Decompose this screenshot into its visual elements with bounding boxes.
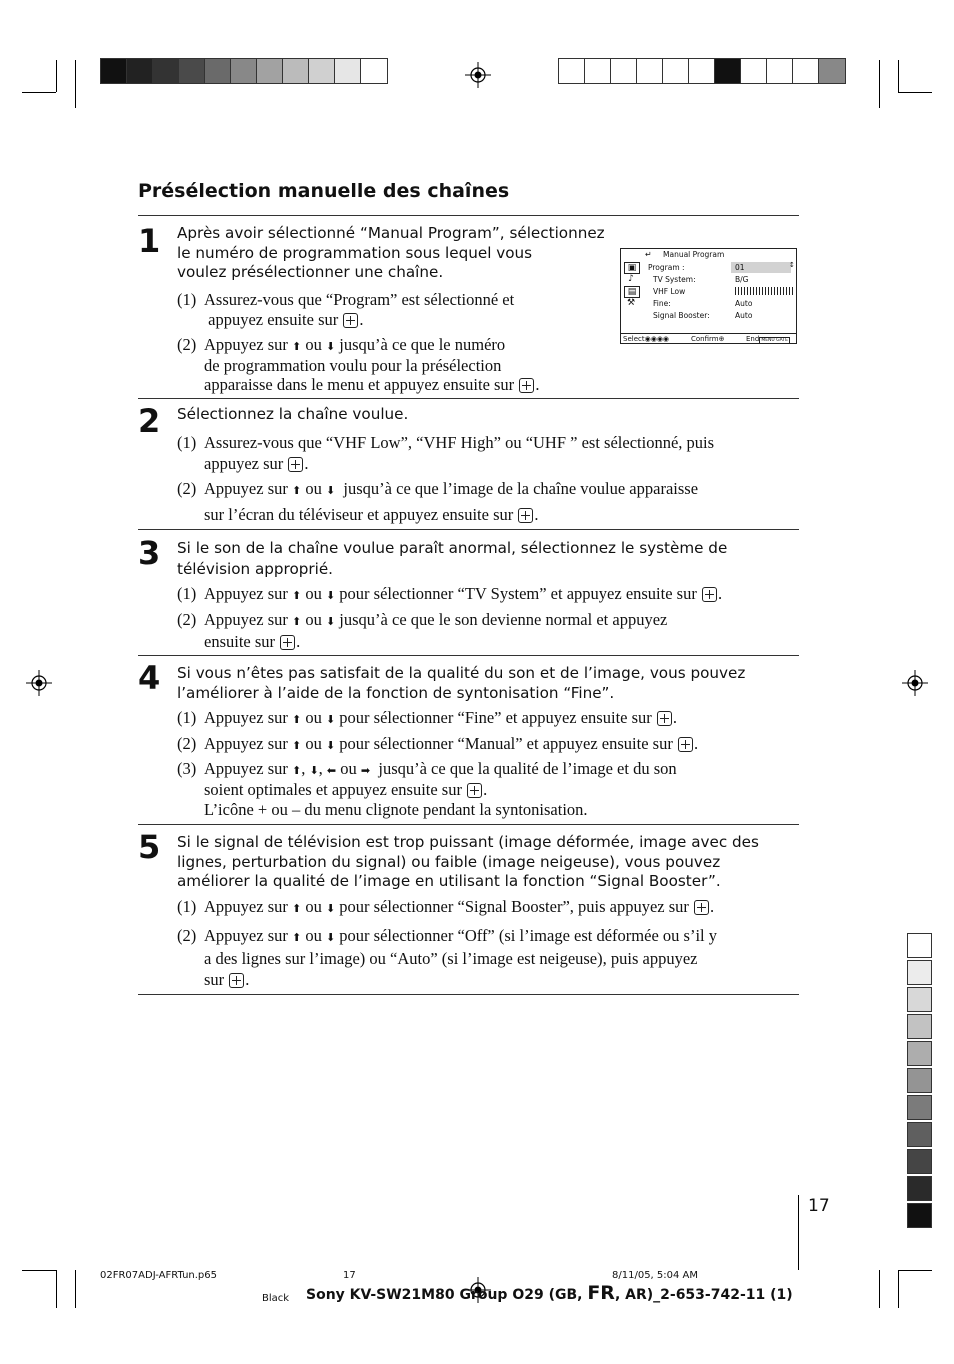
text-line: pour sélectionner “Signal Booster”, puis appuyez sur [339,897,689,916]
picture-icon: ▣ [624,262,640,274]
text-line: lignes, perturbation du signal) ou faible (image neigeuse), vous pouvez [177,852,721,871]
ok-button-icon [678,737,693,752]
ok-button-icon [694,900,709,915]
arrow-down-icon: ⬇ [325,713,336,726]
arrow-up-icon: ⬆ [291,615,302,628]
channel-icon: ▤ [624,286,640,298]
arrow-down-icon: ⬇ [325,931,336,944]
text-line: Appuyez sur [204,926,288,945]
footer-model-text: Sony KV-SW21M80 Group O29 (GB, [306,1287,583,1303]
arrow-down-icon: ⬇ [309,764,319,777]
step-intro [177,538,727,580]
footer-label: End [746,335,760,343]
footer-page: 17 [343,1270,356,1281]
text-line: pour sélectionner “Manual” et appuyez ensuite sur [339,734,673,753]
menu-gate-badge: MENU GATE [761,338,788,343]
step-substep: (2) Appuyez sur ⬆ ou ⬇ pour sélectionner “Manual” et appuyez ensuite sur . [177,734,699,753]
ok-button-icon [657,711,672,726]
ok-button-icon [343,313,358,328]
step-number: 4 [138,659,161,697]
text-line: jusqu’à ce que l’image de la chaîne voulue apparaisse [343,479,699,498]
tv-menu-row-label: Program : [648,263,685,272]
color-swatch-bar-left [100,58,388,84]
step-number: 1 [138,222,161,260]
tv-menu-row-label: VHF Low [653,287,686,296]
arrow-down-icon: ⬇ [325,340,336,353]
step-intro [177,405,408,425]
footer-model [306,1282,793,1304]
substep-number: (1) [177,897,197,916]
wrench-icon: ⚒ [626,298,636,308]
step-intro [177,664,745,703]
text-line: ou [305,926,322,945]
text-line: télévision approprié. [177,560,334,578]
tv-menu-row-value: Auto [735,299,753,308]
arrow-down-icon: ⬇ [325,589,336,602]
arrow-up-icon: ⬆ [291,340,302,353]
text-line: jusqu’à ce que la qualité de l’image et du son [378,759,677,778]
text-line: ou [305,479,322,498]
arrow-up-icon: ⬆ [291,739,302,752]
text-line: Appuyez sur [204,708,288,727]
step-substep: (3) Appuyez sur ⬆, ⬇, ⬅ ou ➡ jusqu’à ce que la qualité de l’image et du son soient optimales et appuyez ensuite sur . L’icône + ou – du menu clignote pendant la syntonisation. [177,759,677,819]
page-number: 17 [808,1196,830,1216]
text-line: Après avoir sélectionné “Manual Program”, sélectionnez [177,224,605,242]
step-substep: (2) Appuyez sur ⬆ ou ⬇ jusqu’à ce que le numéro de programmation voulu pour la présélection apparaisse dans le menu et appuyez ensuite sur . [177,335,540,394]
text-line: ou [305,897,322,916]
text-line: jusqu’à ce que le son devienne normal et appuyez [339,610,668,629]
text-line: jusqu’à ce que le numéro [339,335,506,354]
footer-date: 8/11/05, 5:04 AM [612,1270,699,1281]
step-substep: (1) Assurez-vous que “VHF Low”, “VHF High” ou “UHF ” est sélectionné, puis appuyez sur . [177,433,715,473]
text-line: pour sélectionner “Fine” et appuyez ensuite sur [339,708,652,727]
footer-color: Black [262,1293,290,1304]
arrow-left-icon: ⬅ [326,764,337,777]
text-line: voulez présélectionner une chaîne. [177,263,444,281]
divider [138,655,799,656]
text-line: Assurez-vous que “Program” est sélectionné et [204,290,515,309]
divider [138,215,799,216]
tv-menu-row-label: Fine: [653,299,671,308]
nav-arrows-icon: ◉◉◉◉ [644,335,670,343]
footer-model-text: , AR)_2-653-742-11 (1) [614,1287,793,1303]
tv-menu-row-value: B/G [735,275,749,284]
registration-mark-icon [465,62,491,88]
tuning-scale [735,287,793,295]
arrow-up-icon: ⬆ [291,713,302,726]
tv-menu-row-label: TV System: [653,275,696,284]
arrow-up-icon: ⬆ [291,931,302,944]
text-line: ou [340,759,357,778]
text-line: Assurez-vous que “VHF Low”, “VHF High” ou “UHF ” est sélectionné, puis [204,433,715,452]
text-line: sur [204,970,225,989]
substep-number: (2) [177,610,197,629]
ok-button-icon [280,635,295,650]
text-line: améliorer la qualité de l’image en utilisant la fonction “Signal Booster”. [177,872,721,890]
ok-icon: ⊕ [718,335,725,343]
registration-mark-icon [26,670,52,696]
tv-menu-footer-select [623,335,669,343]
step-substep: (1) Assurez-vous que “Program” est sélectionné et appuyez ensuite sur . [177,290,515,329]
substep-number: (1) [177,290,197,309]
tv-menu-screen [620,248,797,344]
text-line: Appuyez sur [204,897,288,916]
step-number: 2 [138,402,161,440]
return-icon: ↵ [645,250,652,259]
step-intro [177,833,759,892]
step-number: 3 [138,534,161,572]
substep-number: (2) [177,926,197,945]
text-line: apparaisse dans le menu et appuyez ensuite sur [204,375,515,394]
ok-button-icon [229,973,244,988]
substep-number: (2) [177,335,197,354]
footer-label: Confirm [691,335,719,343]
tv-menu-footer-end [746,335,790,343]
text-line: sur l’écran du téléviseur et appuyez ensuite sur [204,505,514,524]
text-line: ou [305,335,322,354]
text-line: Appuyez sur [204,584,288,603]
text-line: Appuyez sur [204,610,288,629]
step-substep: (1) Appuyez sur ⬆ ou ⬇ pour sélectionner “Signal Booster”, puis appuyez sur . [177,897,715,916]
divider [138,529,799,530]
text-line: de programmation voulu pour la présélection [204,356,502,375]
text-line: Appuyez sur [204,479,288,498]
text-line: Si le son de la chaîne voulue paraît anormal, sélectionnez le système de [177,539,728,557]
ok-button-icon [288,457,303,472]
substep-number: (3) [177,759,197,778]
text-line: le numéro de programmation sous lequel vous [177,243,533,262]
arrow-up-icon: ⬆ [291,764,302,777]
text-line: pour sélectionner “TV System” et appuyez ensuite sur [339,584,697,603]
text-line: L’icône + ou – du menu clignote pendant la syntonisation. [204,800,588,819]
substep-number: (2) [177,734,197,753]
step-substep: (2) Appuyez sur ⬆ ou ⬇ pour sélectionner “Off” (si l’image est déformée ou s’il y a des lignes sur l’image) ou “Auto” (si l’image est neigeuse), puis appuyez sur . [177,926,717,989]
footer-language: FR [587,1282,615,1304]
text-line: Appuyez sur [204,759,288,778]
text-line: a des lignes sur l’image) ou “Auto” (si l’image est neigeuse), puis appuyez [204,949,698,968]
tv-menu-footer-confirm [691,335,724,343]
arrow-down-icon: ⬇ [325,902,336,915]
arrow-down-icon: ⬇ [325,615,336,628]
substep-number: (1) [177,433,197,452]
page-title: Présélection manuelle des chaînes [138,180,510,202]
step-intro [177,224,605,283]
text-line: ou [305,734,322,753]
ok-button-icon [519,378,534,393]
arrow-up-icon: ⬆ [291,484,302,497]
text-line: ou [305,708,322,727]
arrow-up-icon: ⬆ [291,589,302,602]
arrow-down-icon: ⬇ [325,484,336,497]
step-substep: (1) Appuyez sur ⬆ ou ⬇ pour sélectionner “TV System” et appuyez ensuite sur . [177,584,723,603]
tv-menu-row-value: 01 [735,263,745,272]
divider [138,994,799,995]
text-line: Appuyez sur [204,734,288,753]
tv-menu-title: Manual Program [663,250,725,259]
step-substep: (2) Appuyez sur ⬆ ou ⬇ jusqu’à ce que le son devienne normal et appuyez ensuite sur . [177,610,668,651]
text-line: Appuyez sur [204,335,288,354]
text-line: ou [305,610,322,629]
arrow-right-icon: ➡ [360,764,371,777]
text-line: Si vous n’êtes pas satisfait de la qualité du son et de l’image, vous pouvez [177,664,746,682]
text-line: appuyez sur [204,454,284,473]
footer-label: Select [623,335,645,343]
registration-mark-icon [902,670,928,696]
ok-button-icon [467,783,482,798]
text-line: Sélectionnez la chaîne voulue. [177,405,409,423]
tv-menu-footer-divider [621,333,796,334]
ok-button-icon [702,587,717,602]
tv-menu-row-label: Signal Booster: [653,311,710,320]
arrow-up-icon: ⬆ [291,902,302,915]
divider [138,398,799,399]
color-swatch-bar-right [558,58,846,84]
substep-number: (1) [177,708,197,727]
ok-button-icon [518,508,533,523]
text-line: appuyez ensuite sur [208,310,339,329]
text-line: soient optimales et appuyez ensuite sur [204,780,462,799]
updown-icon: ↕ [789,261,795,269]
arrow-down-icon: ⬇ [325,739,336,752]
tv-menu-row-value: Auto [735,311,753,320]
step-number: 5 [138,828,161,866]
step-substep: (2) Appuyez sur ⬆ ou ⬇ jusqu’à ce que l’image de la chaîne voulue apparaisse sur l’écran du téléviseur et appuyez ensuite sur . [177,479,699,524]
text-line: Si le signal de télévision est trop puissant (image déformée, image avec des [177,833,759,851]
substep-number: (1) [177,584,197,603]
divider [138,824,799,825]
text-line: l’améliorer à l’aide de la fonction de syntonisation “Fine”. [177,683,615,702]
step-substep: (1) Appuyez sur ⬆ ou ⬇ pour sélectionner “Fine” et appuyez ensuite sur . [177,708,678,727]
footer-filename: 02FR07ADJ-AFRTun.p65 [100,1270,218,1281]
text-line: ou [305,584,322,603]
text-line: ensuite sur [204,632,276,651]
sound-icon: ♪ [628,274,634,284]
text-line: pour sélectionner “Off” (si l’image est déformée ou s’il y [339,926,717,945]
substep-number: (2) [177,479,197,498]
